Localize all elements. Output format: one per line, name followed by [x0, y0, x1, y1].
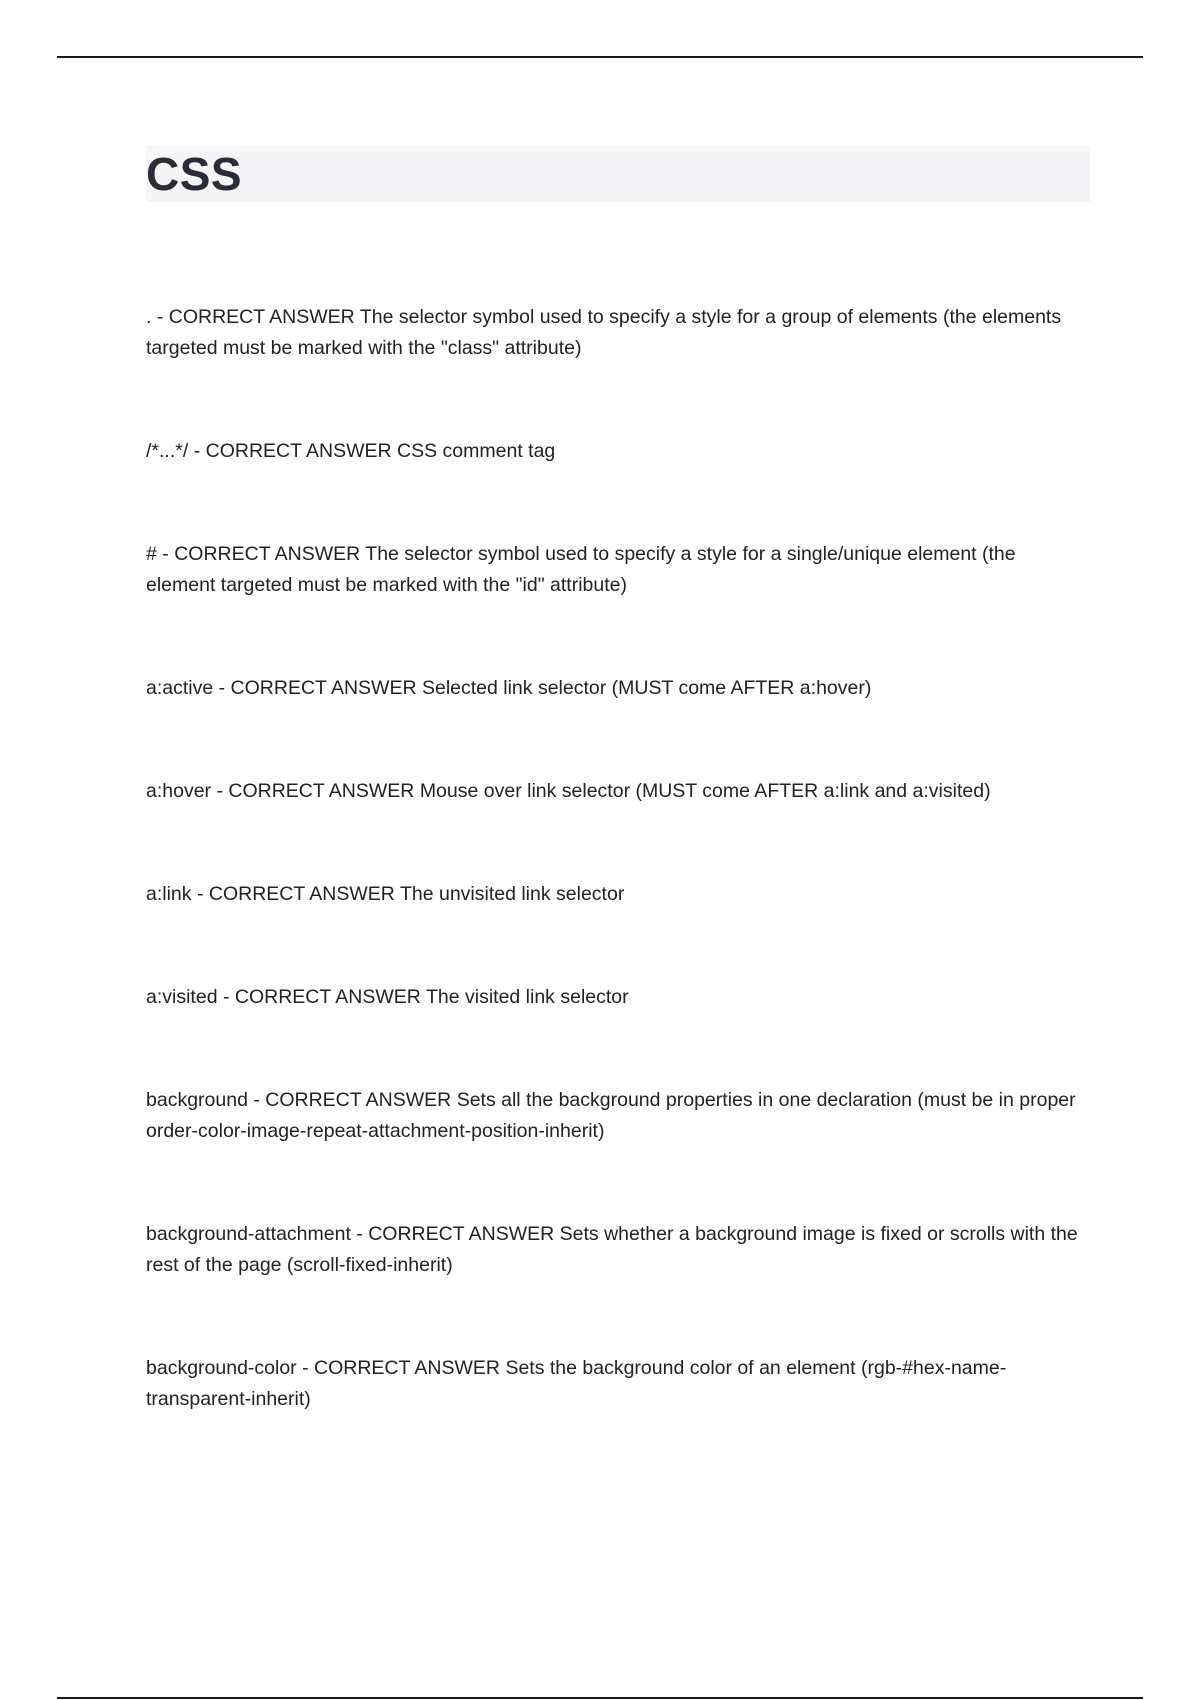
flashcard-entry [146, 776, 1090, 807]
entry-definition: Sets the background color of an element (rgb-#hex-name-transparent-inherit) [146, 1357, 1007, 1410]
flashcard-entry [146, 436, 1090, 467]
entry-definition: CSS comment tag [397, 440, 556, 462]
entry-separator: - [296, 1357, 315, 1379]
flashcard-entry [146, 673, 1090, 704]
entry-term: background [146, 1089, 248, 1111]
entry-definition: The selector symbol used to specify a style for a single/unique element (the element targeted must be marked with the "id" attribute) [146, 543, 1016, 596]
entry-term: a:hover [146, 780, 212, 802]
entry-term: /*...*/ [146, 440, 189, 462]
entry-definition: Sets all the background properties in one declaration (must be in proper order-color-image-repeat-attachment-position-inherit) [146, 1089, 1076, 1142]
entry-answer-label: CORRECT ANSWER [368, 1223, 555, 1245]
entry-answer-label: CORRECT ANSWER [314, 1357, 501, 1379]
entry-separator: - [156, 543, 175, 565]
entry-term: a:visited [146, 986, 218, 1008]
entry-separator: - [211, 780, 229, 802]
entry-definition: Sets whether a background image is fixed or scrolls with the rest of the page (scroll-fixed-inherit) [146, 1223, 1078, 1276]
flashcard-entry [146, 879, 1090, 910]
entry-answer-label: CORRECT ANSWER [168, 306, 355, 328]
entry-separator: - [151, 306, 169, 328]
entry-separator: - [191, 883, 209, 905]
entry-term: . [146, 306, 152, 328]
flashcard-entry [146, 982, 1090, 1013]
flashcard-entry [146, 302, 1090, 364]
entry-answer-label: CORRECT ANSWER [174, 543, 361, 565]
flashcard-entry [146, 1353, 1090, 1415]
entry-answer-label: CORRECT ANSWER [234, 986, 421, 1008]
entry-separator: - [213, 677, 231, 699]
flashcard-entry [146, 1219, 1090, 1281]
entry-separator: - [247, 1089, 266, 1111]
entry-definition: The unvisited link selector [399, 883, 625, 905]
flashcard-entry [146, 539, 1090, 601]
entry-term: a:active [146, 677, 214, 699]
footer-rule [57, 1697, 1143, 1699]
flashcard-entry [146, 1085, 1090, 1147]
entry-definition: The visited link selector [425, 986, 629, 1008]
header-rule [57, 56, 1143, 58]
entry-separator: - [188, 440, 206, 462]
entry-term: a:link [146, 883, 192, 905]
title-band [146, 146, 1090, 202]
entry-answer-label: CORRECT ANSWER [228, 780, 415, 802]
entry-definition: Mouse over link selector (MUST come AFTER a:link and a:visited) [419, 780, 991, 802]
entry-definition: Selected link selector (MUST come AFTER a:hover) [421, 677, 872, 699]
entry-answer-label: CORRECT ANSWER [208, 883, 395, 905]
entry-definition: The selector symbol used to specify a style for a group of elements (the elements targeted must be marked with the "class" attribute) [146, 306, 1062, 359]
entry-term: # [146, 543, 157, 565]
flashcard-list [146, 302, 1090, 1415]
entry-answer-label: CORRECT ANSWER [265, 1089, 452, 1111]
page-title: CSS [146, 148, 243, 200]
entry-separator: - [350, 1223, 369, 1245]
entry-term: background-attachment [146, 1223, 351, 1245]
entry-term: background-color [146, 1357, 297, 1379]
entry-separator: - [217, 986, 235, 1008]
entry-answer-label: CORRECT ANSWER [205, 440, 392, 462]
entry-answer-label: CORRECT ANSWER [230, 677, 417, 699]
